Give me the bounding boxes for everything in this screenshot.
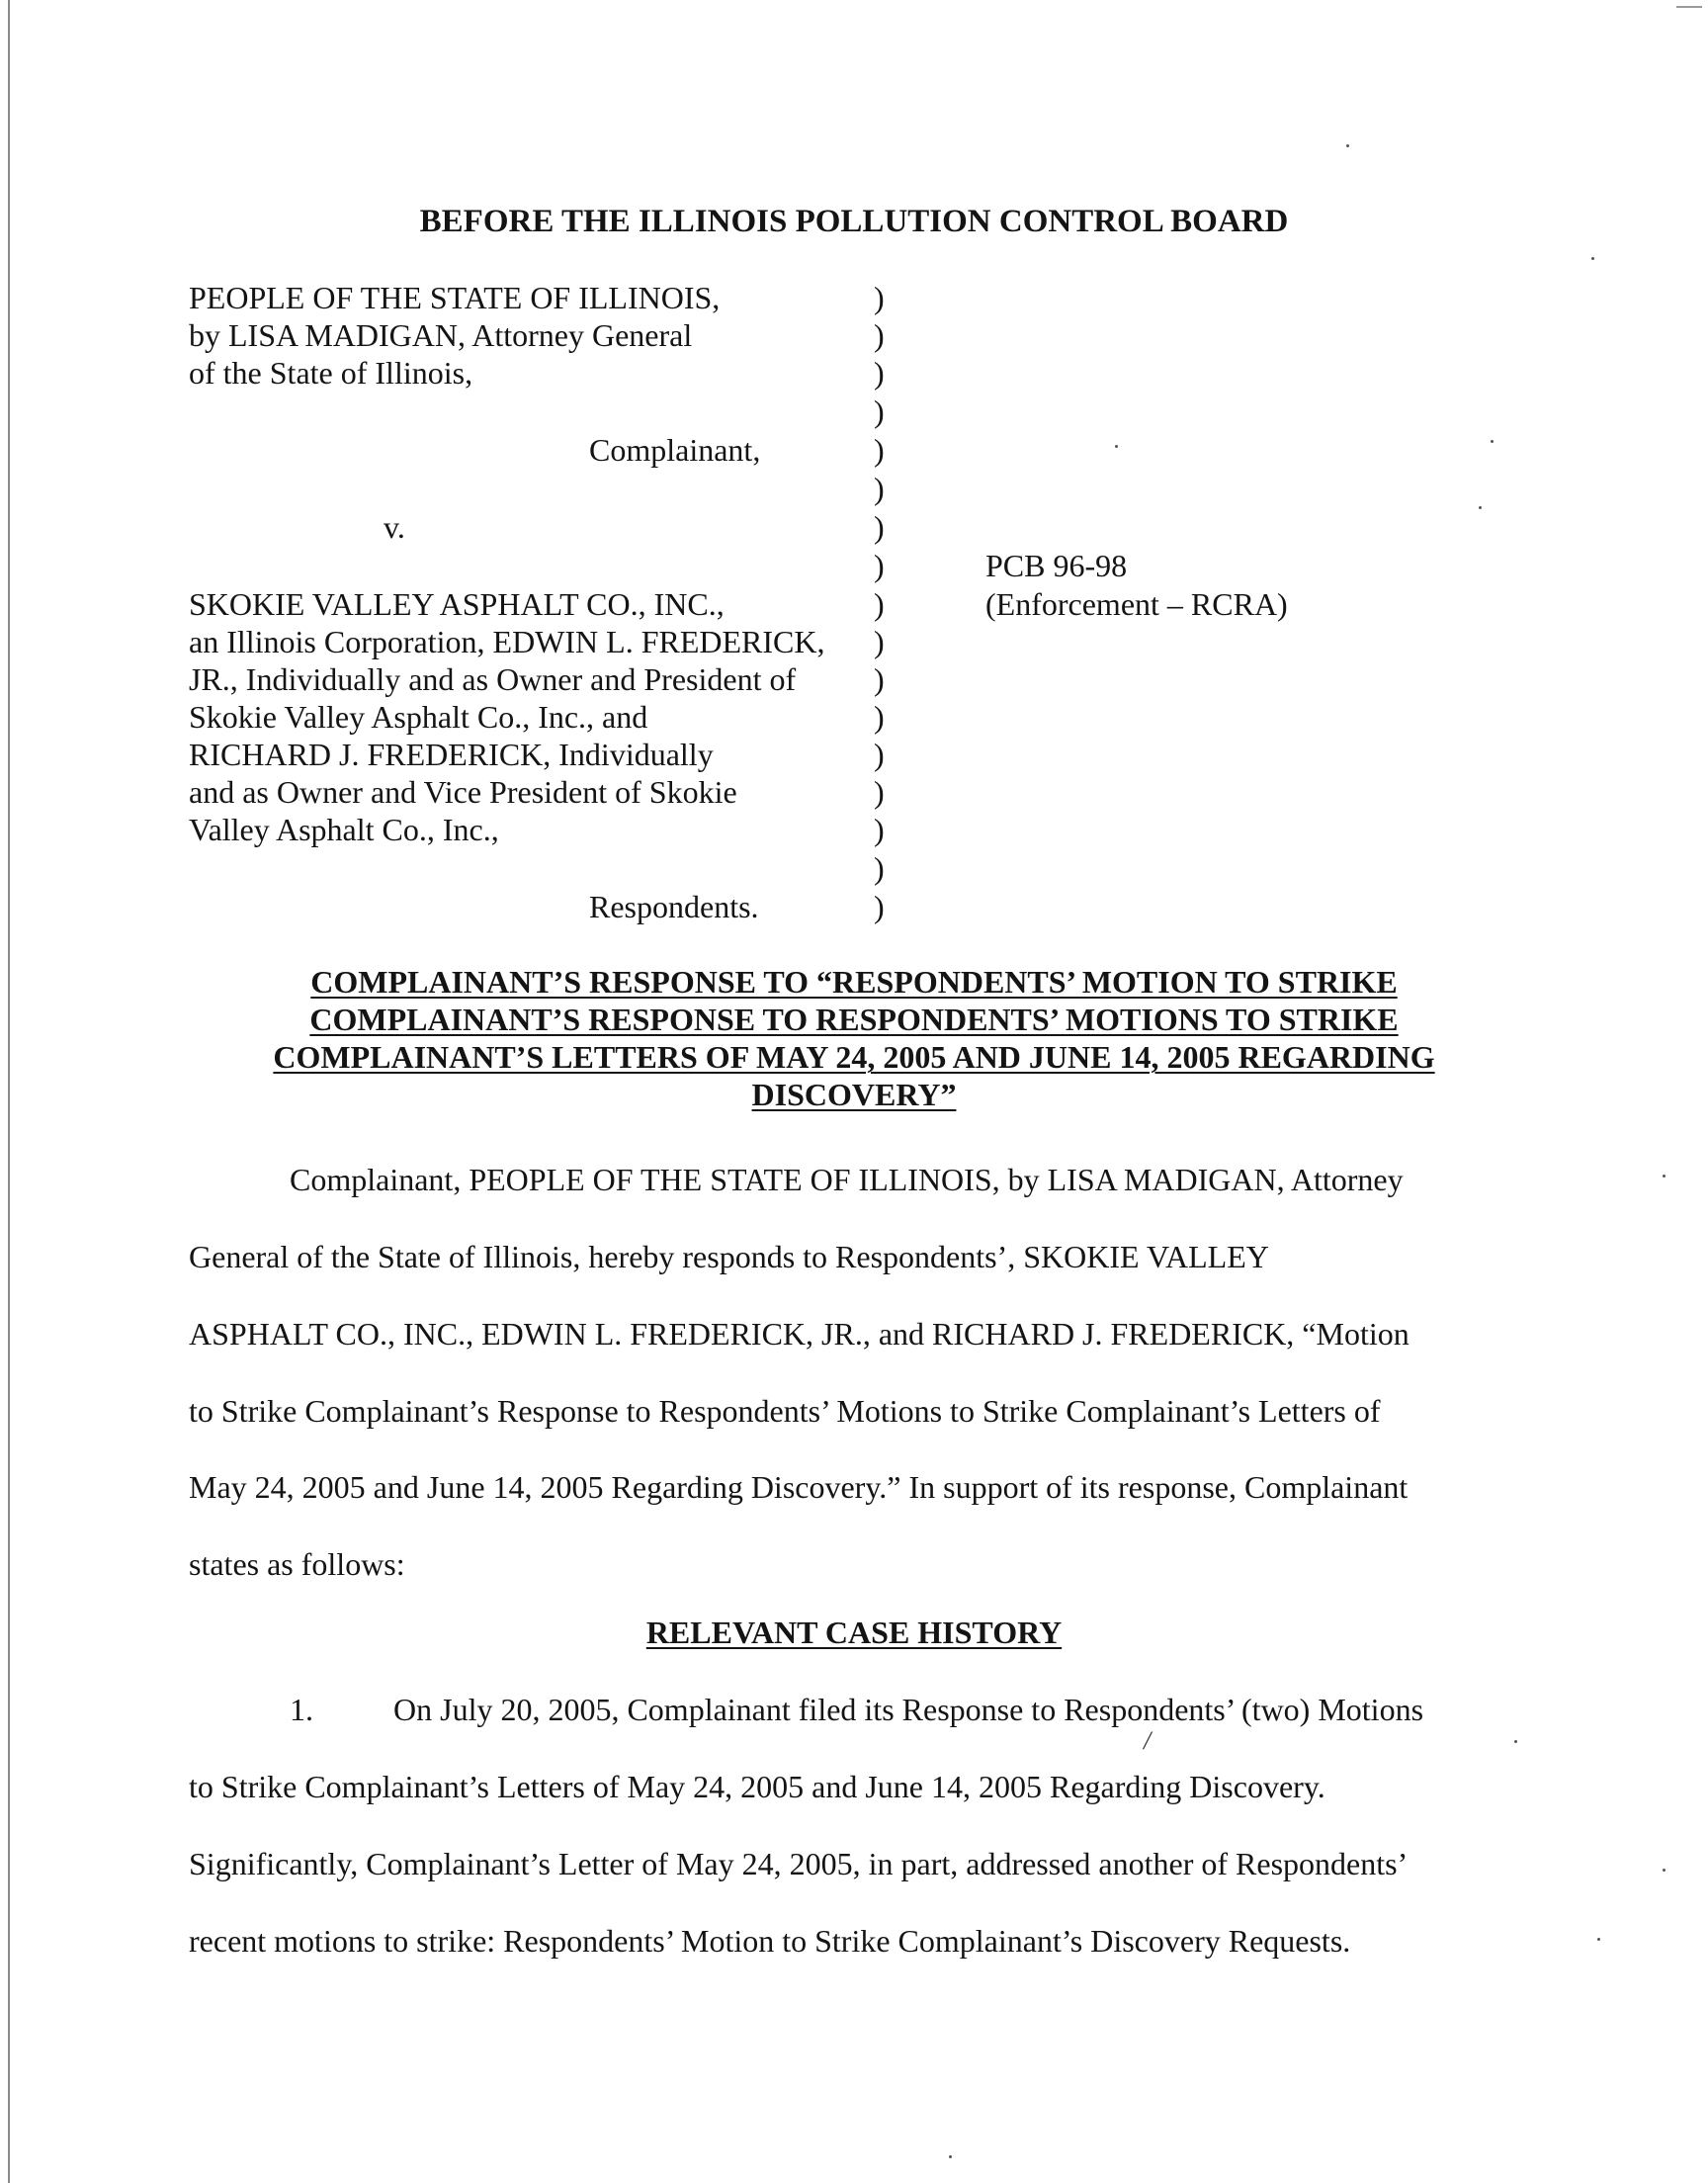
paragraph-1-line-4: recent motions to strike: Respondents’ Motion to Strike Complainant’s Discovery Requests. [189,1923,1351,1959]
caption-paren: ) [874,661,885,697]
scan-speck [1514,1740,1517,1743]
board-title: BEFORE THE ILLINOIS POLLUTION CONTROL BOARD [419,204,1289,239]
scan-speck [1597,1938,1600,1941]
caption-paren: ) [874,280,885,315]
paragraph-1-line-3: Significantly, Complainant’s Letter of May 24, 2005, in part, addressed another of Respondents’ [189,1846,1409,1881]
complainant-line-1: PEOPLE OF THE STATE OF ILLINOIS, [189,280,721,315]
page-edge-line [8,0,10,2183]
caption-paren: ) [874,774,885,810]
respondent-role: Respondents. [589,889,759,924]
document-title-line-1: COMPLAINANT’S RESPONSE TO “RESPONDENTS’ MOTION TO STRIKE [310,964,1398,1000]
corner-mark [1676,6,1702,8]
versus-label: v. [384,509,405,545]
respondent-line-6: and as Owner and Vice President of Skokie [189,774,737,810]
paragraph-1-line-2: to Strike Complainant’s Letters of May 24, 2005 and June 14, 2005 Regarding Discovery. [189,1769,1325,1804]
scan-speck [1663,1869,1665,1872]
caption-paren: ) [874,699,885,735]
document-title [119,963,1589,1113]
scan-speck [1663,1175,1665,1178]
scan-speck [949,2155,952,2158]
case-caption [189,279,1474,931]
respondent-line-2: an Illinois Corporation, EDWIN L. FREDERICK, [189,624,825,659]
scan-speck [1346,144,1349,147]
caption-paren: ) [874,317,885,353]
intro-line-4: to Strike Complainant’s Response to Respondents’ Motions to Strike Complainant’s Letters of [189,1393,1381,1429]
scan-speck [1479,506,1482,509]
intro-line-1: Complainant, PEOPLE OF THE STATE OF ILLINOIS, by LISA MADIGAN, Attorney [290,1162,1404,1197]
scan-slash-mark: / [1144,1726,1152,1755]
caption-paren: ) [874,432,885,468]
document-title-line-2: COMPLAINANT’S RESPONSE TO RESPONDENTS’ MOTIONS TO STRIKE [309,1002,1399,1037]
caption-paren: ) [874,355,885,391]
paragraph-1-line-1: On July 20, 2005, Complainant filed its Response to Respondents’ (two) Motions [393,1692,1424,1727]
caption-paren: ) [874,812,885,847]
paragraph-number: 1. [290,1692,313,1727]
document-title-line-3: COMPLAINANT’S LETTERS OF MAY 24, 2005 AND JUNE 14, 2005 REGARDING [273,1039,1435,1075]
caption-paren: ) [874,393,885,429]
intro-line-2: General of the State of Illinois, hereby responds to Respondents’, SKOKIE VALLEY [189,1239,1269,1274]
scan-speck [1491,440,1494,443]
scan-speck [1591,257,1594,260]
caption-paren: ) [874,509,885,545]
intro-line-5: May 24, 2005 and June 14, 2005 Regarding Discovery.” In support of its response, Complainant [189,1469,1409,1505]
intro-line-6: states as follows: [189,1546,405,1582]
respondent-line-3: JR., Individually and as Owner and President of [189,661,797,697]
section-heading [0,1614,1708,1651]
caption-paren: ) [874,737,885,772]
complainant-line-3: of the State of Illinois, [189,355,473,391]
respondent-line-7: Valley Asphalt Co., Inc., [189,812,499,847]
respondent-line-5: RICHARD J. FREDERICK, Individually [189,737,714,772]
complainant-line-2: by LISA MADIGAN, Attorney General [189,317,693,353]
complainant-role: Complainant, [589,432,761,468]
document-title-line-4: DISCOVERY” [751,1077,957,1112]
caption-paren: ) [874,850,885,886]
caption-paren: ) [874,624,885,659]
case-type: (Enforcement – RCRA) [985,586,1288,622]
respondent-line-1: SKOKIE VALLEY ASPHALT CO., INC., [189,586,725,622]
case-number: PCB 96-98 [985,548,1128,583]
intro-line-3: ASPHALT CO., INC., EDWIN L. FREDERICK, JR., and RICHARD J. FREDERICK, “Motion [189,1316,1409,1352]
caption-paren: ) [874,471,885,506]
scan-speck [1115,445,1118,448]
respondent-line-4: Skokie Valley Asphalt Co., Inc., and [189,699,648,735]
caption-paren: ) [874,889,885,924]
section-heading-text: RELEVANT CASE HISTORY [645,1615,1063,1650]
caption-paren: ) [874,548,885,583]
caption-paren: ) [874,586,885,622]
